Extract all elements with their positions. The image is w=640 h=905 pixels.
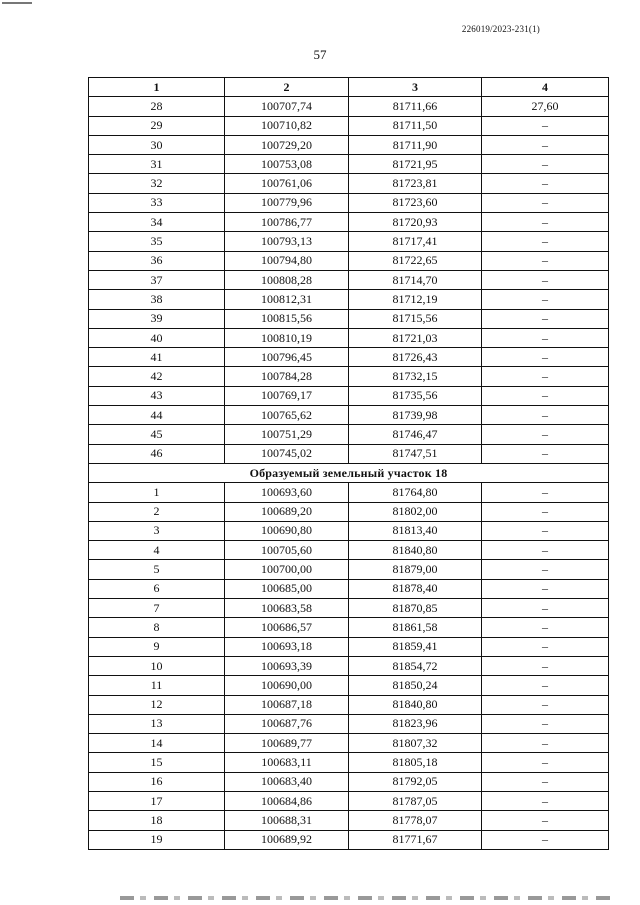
- table-cell-col-2: 100689,92: [225, 830, 349, 849]
- table-cell-col-2: 100729,20: [225, 135, 349, 154]
- table-row: [89, 541, 609, 560]
- table-row: [89, 811, 609, 830]
- table-cell-col-2: 100705,60: [225, 541, 349, 560]
- table-cell-col-4: –: [482, 348, 609, 367]
- table-cell-col-3: 81879,00: [349, 560, 482, 579]
- table-body-part2: [89, 483, 609, 850]
- table-row: [89, 714, 609, 733]
- table-row: [89, 676, 609, 695]
- table-cell-col-2: 100685,00: [225, 579, 349, 598]
- table-cell-col-4: –: [482, 656, 609, 675]
- table-cell-col-4: –: [482, 618, 609, 637]
- table-cell-col-1: 39: [89, 309, 225, 328]
- table-row: [89, 753, 609, 772]
- table-cell-col-2: 100693,18: [225, 637, 349, 656]
- table-cell-col-2: 100690,00: [225, 676, 349, 695]
- table-row: [89, 521, 609, 540]
- table-cell-col-4: 27,60: [482, 97, 609, 116]
- table-cell-col-1: 16: [89, 772, 225, 791]
- table-cell-col-4: –: [482, 599, 609, 618]
- table-cell-col-1: 8: [89, 618, 225, 637]
- table-cell-col-3: 81787,05: [349, 791, 482, 810]
- table-cell-col-3: 81859,41: [349, 637, 482, 656]
- table-cell-col-4: –: [482, 213, 609, 232]
- table-cell-col-4: –: [482, 695, 609, 714]
- table-cell-col-4: –: [482, 483, 609, 502]
- table-cell-col-3: 81726,43: [349, 348, 482, 367]
- table-row: [89, 213, 609, 232]
- table-cell-col-1: 37: [89, 270, 225, 289]
- table-row: [89, 367, 609, 386]
- table-row: [89, 386, 609, 405]
- table-cell-col-4: –: [482, 560, 609, 579]
- table-cell-col-4: –: [482, 155, 609, 174]
- table-cell-col-4: –: [482, 328, 609, 347]
- document-id: 226019/2023-231(1): [461, 24, 540, 34]
- table-cell-col-1: 35: [89, 232, 225, 251]
- table-cell-col-2: 100815,56: [225, 309, 349, 328]
- table-cell-col-2: 100796,45: [225, 348, 349, 367]
- table-cell-col-4: –: [482, 232, 609, 251]
- table-cell-col-3: 81732,15: [349, 367, 482, 386]
- table-row: [89, 599, 609, 618]
- table-cell-col-4: –: [482, 425, 609, 444]
- table-cell-col-2: 100687,18: [225, 695, 349, 714]
- table-cell-col-1: 44: [89, 406, 225, 425]
- table-cell-col-4: –: [482, 135, 609, 154]
- table-cell-col-4: –: [482, 309, 609, 328]
- table-cell-col-4: –: [482, 791, 609, 810]
- table-row: [89, 193, 609, 212]
- table-cell-col-3: 81739,98: [349, 406, 482, 425]
- table-cell-col-2: 100793,13: [225, 232, 349, 251]
- table-cell-col-4: –: [482, 734, 609, 753]
- table-cell-col-3: 81722,65: [349, 251, 482, 270]
- table-cell-col-2: 100751,29: [225, 425, 349, 444]
- table-cell-col-4: –: [482, 193, 609, 212]
- table-cell-col-1: 7: [89, 599, 225, 618]
- table-cell-col-1: 10: [89, 656, 225, 675]
- table-cell-col-2: 100769,17: [225, 386, 349, 405]
- table-cell-col-1: 9: [89, 637, 225, 656]
- table-cell-col-1: 42: [89, 367, 225, 386]
- header-col-2: 2: [225, 78, 349, 97]
- table-cell-col-4: –: [482, 502, 609, 521]
- table-row: [89, 290, 609, 309]
- table-cell-col-3: 81715,56: [349, 309, 482, 328]
- section-title-row: [89, 463, 609, 482]
- table-cell-col-1: 30: [89, 135, 225, 154]
- table-cell-col-2: 100686,57: [225, 618, 349, 637]
- table-cell-col-2: 100687,76: [225, 714, 349, 733]
- table-cell-col-1: 46: [89, 444, 225, 463]
- table-cell-col-4: –: [482, 714, 609, 733]
- table-cell-col-2: 100689,77: [225, 734, 349, 753]
- table-cell-col-3: 81840,80: [349, 541, 482, 560]
- table-cell-col-2: 100765,62: [225, 406, 349, 425]
- table-row: [89, 174, 609, 193]
- table-cell-col-3: 81764,80: [349, 483, 482, 502]
- table-cell-col-2: 100761,06: [225, 174, 349, 193]
- table-row: [89, 232, 609, 251]
- table-cell-col-2: 100684,86: [225, 791, 349, 810]
- table-cell-col-1: 17: [89, 791, 225, 810]
- table-cell-col-2: 100683,40: [225, 772, 349, 791]
- table-cell-col-3: 81720,93: [349, 213, 482, 232]
- header-col-4: 4: [482, 78, 609, 97]
- table-cell-col-4: –: [482, 811, 609, 830]
- table-cell-col-1: 4: [89, 541, 225, 560]
- table-cell-col-3: 81840,80: [349, 695, 482, 714]
- table-cell-col-4: –: [482, 444, 609, 463]
- table-cell-col-4: –: [482, 290, 609, 309]
- table-cell-col-4: –: [482, 541, 609, 560]
- table-cell-col-4: –: [482, 270, 609, 289]
- table-cell-col-1: 2: [89, 502, 225, 521]
- table-cell-col-1: 18: [89, 811, 225, 830]
- table-cell-col-3: 81712,19: [349, 290, 482, 309]
- table-cell-col-2: 100812,31: [225, 290, 349, 309]
- scan-bottom-artifact: [120, 896, 610, 900]
- table-cell-col-2: 100810,19: [225, 328, 349, 347]
- table-cell-col-2: 100794,80: [225, 251, 349, 270]
- table-cell-col-4: –: [482, 521, 609, 540]
- table-cell-col-1: 36: [89, 251, 225, 270]
- section-title: Образуемый земельный участок 18: [89, 463, 609, 482]
- table-cell-col-4: –: [482, 251, 609, 270]
- table-cell-col-3: 81746,47: [349, 425, 482, 444]
- table-body-part1: [89, 97, 609, 464]
- table-cell-col-1: 32: [89, 174, 225, 193]
- table-cell-col-2: 100700,00: [225, 560, 349, 579]
- table-cell-col-1: 11: [89, 676, 225, 695]
- table-cell-col-3: 81807,32: [349, 734, 482, 753]
- table-row: [89, 560, 609, 579]
- table-cell-col-1: 12: [89, 695, 225, 714]
- table-cell-col-4: –: [482, 579, 609, 598]
- table-row: [89, 444, 609, 463]
- table-row: [89, 579, 609, 598]
- table-cell-col-3: 81802,00: [349, 502, 482, 521]
- table-cell-col-3: 81735,56: [349, 386, 482, 405]
- table-cell-col-2: 100779,96: [225, 193, 349, 212]
- table-cell-col-1: 15: [89, 753, 225, 772]
- table-header-row: [89, 78, 609, 97]
- table-cell-col-2: 100710,82: [225, 116, 349, 135]
- coordinates-table: [88, 77, 609, 850]
- table-cell-col-3: 81792,05: [349, 772, 482, 791]
- table-row: [89, 618, 609, 637]
- table-cell-col-4: –: [482, 676, 609, 695]
- table-cell-col-4: –: [482, 830, 609, 849]
- table-cell-col-1: 6: [89, 579, 225, 598]
- table-cell-col-1: 43: [89, 386, 225, 405]
- table-row: [89, 734, 609, 753]
- table-cell-col-1: 45: [89, 425, 225, 444]
- header-col-1: 1: [89, 78, 225, 97]
- table-cell-col-4: –: [482, 406, 609, 425]
- table-cell-col-2: 100784,28: [225, 367, 349, 386]
- table-row: [89, 348, 609, 367]
- table-cell-col-1: 3: [89, 521, 225, 540]
- table-cell-col-2: 100753,08: [225, 155, 349, 174]
- table-cell-col-1: 34: [89, 213, 225, 232]
- table-row: [89, 637, 609, 656]
- table-row: [89, 830, 609, 849]
- table-cell-col-3: 81771,67: [349, 830, 482, 849]
- table-row: [89, 309, 609, 328]
- table-cell-col-3: 81711,90: [349, 135, 482, 154]
- header-col-3: 3: [349, 78, 482, 97]
- table-cell-col-1: 31: [89, 155, 225, 174]
- table-cell-col-4: –: [482, 386, 609, 405]
- table-cell-col-1: 40: [89, 328, 225, 347]
- table-cell-col-1: 33: [89, 193, 225, 212]
- table-section: [89, 463, 609, 482]
- table-cell-col-2: 100688,31: [225, 811, 349, 830]
- table-cell-col-4: –: [482, 753, 609, 772]
- table-cell-col-1: 19: [89, 830, 225, 849]
- table-cell-col-3: 81823,96: [349, 714, 482, 733]
- table-cell-col-3: 81861,58: [349, 618, 482, 637]
- table-row: [89, 270, 609, 289]
- table-row: [89, 406, 609, 425]
- table-row: [89, 483, 609, 502]
- table-cell-col-4: –: [482, 116, 609, 135]
- table-row: [89, 656, 609, 675]
- table-cell-col-3: 81878,40: [349, 579, 482, 598]
- table-cell-col-2: 100690,80: [225, 521, 349, 540]
- table-row: [89, 155, 609, 174]
- table-cell-col-1: 38: [89, 290, 225, 309]
- table-row: [89, 791, 609, 810]
- table-cell-col-2: 100683,11: [225, 753, 349, 772]
- table-cell-col-2: 100745,02: [225, 444, 349, 463]
- table-cell-col-3: 81778,07: [349, 811, 482, 830]
- table-cell-col-2: 100693,60: [225, 483, 349, 502]
- table-row: [89, 502, 609, 521]
- table-row: [89, 97, 609, 116]
- table-cell-col-1: 1: [89, 483, 225, 502]
- table-cell-col-1: 41: [89, 348, 225, 367]
- table-cell-col-3: 81711,50: [349, 116, 482, 135]
- table-cell-col-1: 28: [89, 97, 225, 116]
- table-row: [89, 772, 609, 791]
- table-cell-col-3: 81870,85: [349, 599, 482, 618]
- table-cell-col-2: 100707,74: [225, 97, 349, 116]
- table-row: [89, 251, 609, 270]
- table-row: [89, 135, 609, 154]
- table-cell-col-3: 81723,81: [349, 174, 482, 193]
- table-cell-col-2: 100693,39: [225, 656, 349, 675]
- table-cell-col-3: 81747,51: [349, 444, 482, 463]
- table-cell-col-2: 100786,77: [225, 213, 349, 232]
- table-cell-col-4: –: [482, 637, 609, 656]
- table-cell-col-3: 81723,60: [349, 193, 482, 212]
- table-row: [89, 425, 609, 444]
- table-cell-col-3: 81717,41: [349, 232, 482, 251]
- table-cell-col-3: 81721,95: [349, 155, 482, 174]
- table-cell-col-3: 81813,40: [349, 521, 482, 540]
- table-cell-col-1: 14: [89, 734, 225, 753]
- table-cell-col-2: 100808,28: [225, 270, 349, 289]
- table-cell-col-2: 100689,20: [225, 502, 349, 521]
- table-cell-col-3: 81850,24: [349, 676, 482, 695]
- table-cell-col-3: 81721,03: [349, 328, 482, 347]
- table-cell-col-3: 81714,70: [349, 270, 482, 289]
- table-cell-col-2: 100683,58: [225, 599, 349, 618]
- table-row: [89, 695, 609, 714]
- table-cell-col-1: 29: [89, 116, 225, 135]
- table-cell-col-4: –: [482, 772, 609, 791]
- table-cell-col-3: 81805,18: [349, 753, 482, 772]
- table-cell-col-3: 81711,66: [349, 97, 482, 116]
- table-cell-col-4: –: [482, 367, 609, 386]
- table-cell-col-1: 13: [89, 714, 225, 733]
- table-cell-col-4: –: [482, 174, 609, 193]
- table-row: [89, 328, 609, 347]
- scan-corner-mark: [2, 2, 32, 4]
- table-cell-col-3: 81854,72: [349, 656, 482, 675]
- page-number: 57: [313, 47, 327, 62]
- table-row: [89, 116, 609, 135]
- table-cell-col-1: 5: [89, 560, 225, 579]
